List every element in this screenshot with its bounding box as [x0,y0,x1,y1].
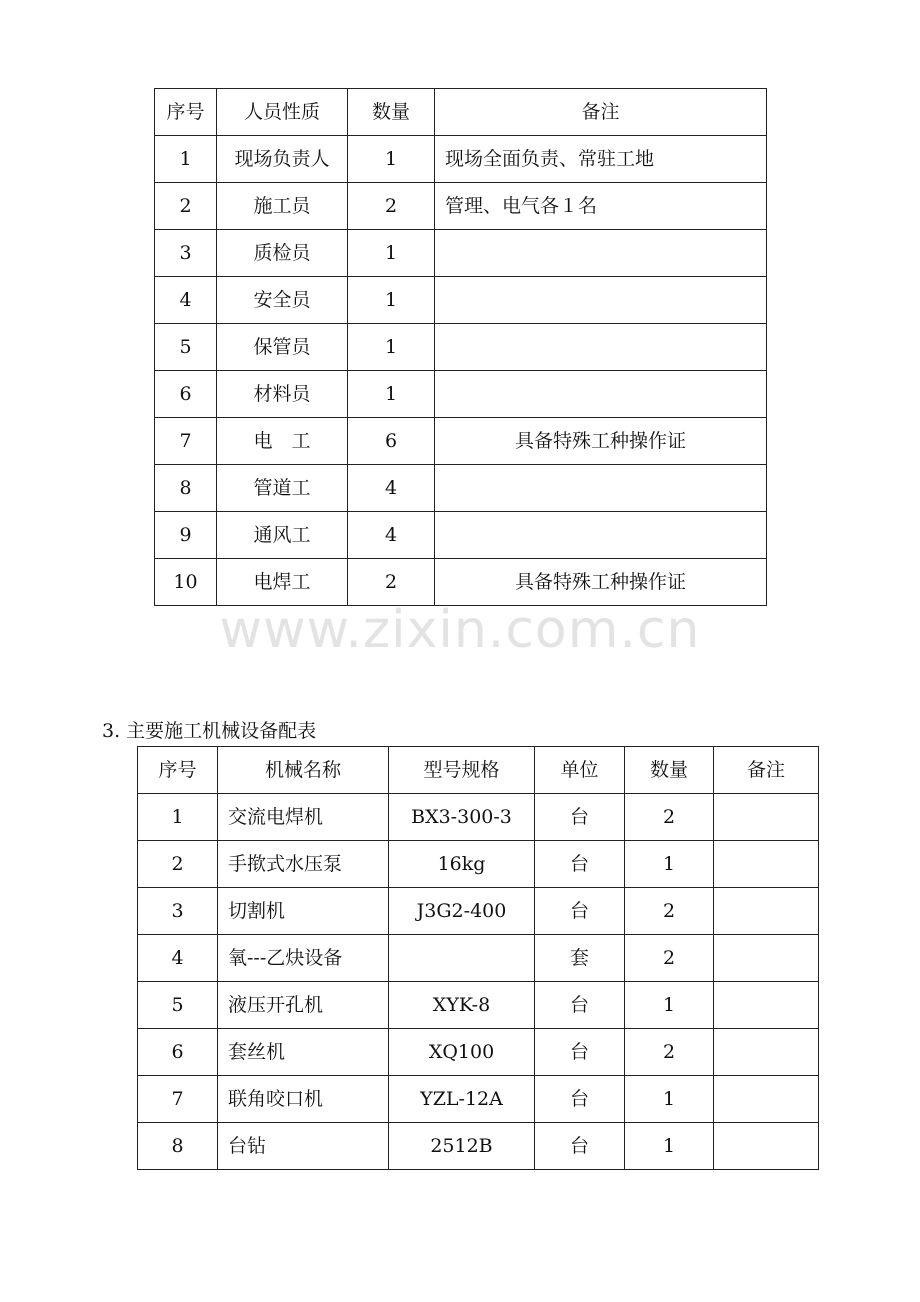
machine-quantity: 1 [625,841,714,888]
staff-table [154,88,767,606]
staff-count: 4 [348,465,435,512]
machine-table [137,746,819,1170]
machine-quantity: 2 [625,935,714,982]
staff-note: 具备特殊工种操作证 [435,559,767,606]
staff-note: 具备特殊工种操作证 [435,418,767,465]
staff-note [435,512,767,559]
machine-unit: 台 [535,982,625,1029]
staff-count: 4 [348,512,435,559]
machine-quantity: 2 [625,794,714,841]
table-row [155,183,767,230]
table-row [155,136,767,183]
staff-role: 现场负责人 [217,136,348,183]
staff-note [435,277,767,324]
machine-model: J3G2-400 [389,888,535,935]
row-number: 2 [155,183,217,230]
staff-count: 1 [348,371,435,418]
table-row [138,1123,819,1170]
table-row [155,371,767,418]
machine-quantity: 1 [625,1123,714,1170]
table-row [155,512,767,559]
machine-model: XQ100 [389,1029,535,1076]
staff-role: 安全员 [217,277,348,324]
staff-note [435,324,767,371]
table-row [138,841,819,888]
machine-model: 16kg [389,841,535,888]
machine-name: 液压开孔机 [218,982,389,1029]
machine-unit: 台 [535,888,625,935]
staff-role: 施工员 [217,183,348,230]
header-cell: 人员性质 [217,89,348,136]
row-number: 4 [138,935,218,982]
header-cell: 型号规格 [389,747,535,794]
row-number: 5 [138,982,218,1029]
machine-note [714,841,819,888]
machine-note [714,794,819,841]
machine-model [389,935,535,982]
header-cell: 单位 [535,747,625,794]
staff-role: 电焊工 [217,559,348,606]
header-cell: 序号 [138,747,218,794]
row-number: 7 [138,1076,218,1123]
header-cell: 备注 [714,747,819,794]
row-number: 3 [155,230,217,277]
row-number: 4 [155,277,217,324]
row-number: 8 [155,465,217,512]
staff-note [435,465,767,512]
machine-unit: 台 [535,1123,625,1170]
row-number: 7 [155,418,217,465]
staff-note: 管理、电气各１名 [435,183,767,230]
machine-name: 套丝机 [218,1029,389,1076]
table-row [155,324,767,371]
machine-name: 联角咬口机 [218,1076,389,1123]
row-number: 8 [138,1123,218,1170]
table-row [155,559,767,606]
row-number: 6 [138,1029,218,1076]
table-row [155,277,767,324]
machine-name: 台钻 [218,1123,389,1170]
staff-note [435,230,767,277]
header-cell: 备注 [435,89,767,136]
machine-unit: 台 [535,794,625,841]
machine-name: 手揿式水压泵 [218,841,389,888]
table-row [155,230,767,277]
staff-note [435,371,767,418]
machine-quantity: 1 [625,1076,714,1123]
machine-quantity: 1 [625,982,714,1029]
table-row [155,465,767,512]
row-number: 5 [155,324,217,371]
machine-quantity: 2 [625,888,714,935]
staff-count: 1 [348,136,435,183]
table-row [138,1029,819,1076]
row-number: 1 [155,136,217,183]
staff-count: 2 [348,559,435,606]
machine-note [714,1123,819,1170]
machine-model: XYK-8 [389,982,535,1029]
staff-role: 材料员 [217,371,348,418]
machine-unit: 台 [535,1029,625,1076]
machine-note [714,1076,819,1123]
staff-count: 2 [348,183,435,230]
header-cell: 数量 [625,747,714,794]
staff-count: 6 [348,418,435,465]
staff-count: 1 [348,324,435,371]
machine-note [714,982,819,1029]
machine-name: 氧---乙炔设备 [218,935,389,982]
row-number: 2 [138,841,218,888]
staff-role: 管道工 [217,465,348,512]
row-number: 10 [155,559,217,606]
staff-role: 保管员 [217,324,348,371]
row-number: 3 [138,888,218,935]
header-cell: 数量 [348,89,435,136]
table-row [138,982,819,1029]
machine-note [714,1029,819,1076]
header-cell: 机械名称 [218,747,389,794]
machine-unit: 套 [535,935,625,982]
section-title: 3. 主要施工机械设备配表 [102,720,317,742]
header-cell: 序号 [155,89,217,136]
row-number: 6 [155,371,217,418]
table-row [138,1076,819,1123]
table-row [138,888,819,935]
row-number: 9 [155,512,217,559]
staff-note: 现场全面负责、常驻工地 [435,136,767,183]
staff-count: 1 [348,277,435,324]
machine-header-row [138,747,819,794]
machine-note [714,888,819,935]
machine-quantity: 2 [625,1029,714,1076]
staff-header-row [155,89,767,136]
machine-model: YZL-12A [389,1076,535,1123]
watermark: www.zixin.com.cn [219,600,701,660]
machine-name: 交流电焊机 [218,794,389,841]
staff-role: 电 工 [217,418,348,465]
row-number: 1 [138,794,218,841]
staff-count: 1 [348,230,435,277]
table-row [138,794,819,841]
machine-unit: 台 [535,841,625,888]
table-row [138,935,819,982]
machine-model: BX3-300-3 [389,794,535,841]
machine-unit: 台 [535,1076,625,1123]
machine-note [714,935,819,982]
machine-name: 切割机 [218,888,389,935]
table-row [155,418,767,465]
staff-role: 通风工 [217,512,348,559]
machine-model: 2512B [389,1123,535,1170]
staff-role: 质检员 [217,230,348,277]
